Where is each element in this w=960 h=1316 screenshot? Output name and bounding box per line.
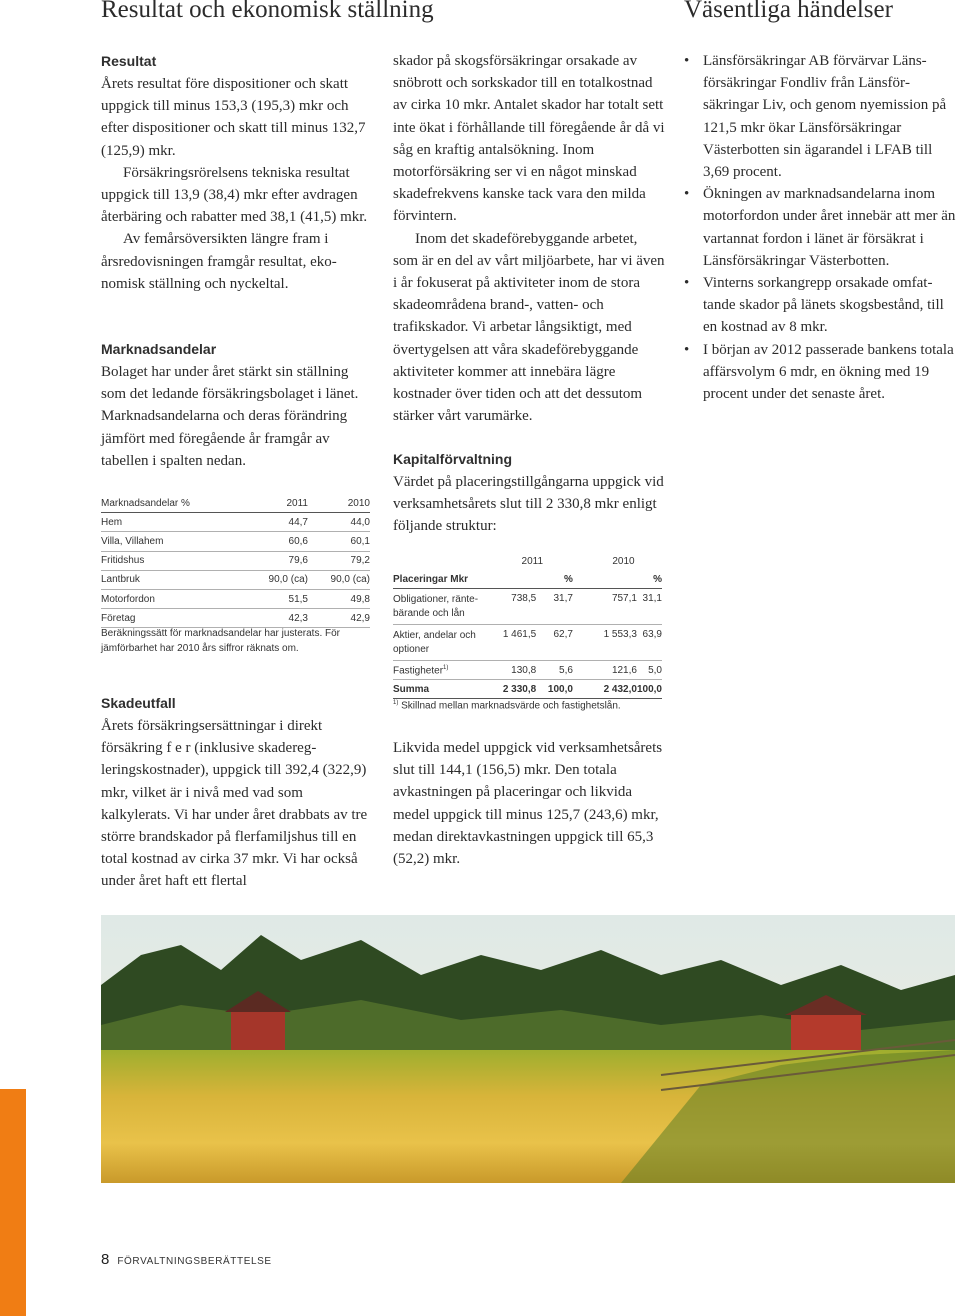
table-cell-value: 130,8 xyxy=(480,661,537,680)
page-title: Resultat och ekonomisk ställning xyxy=(101,0,434,23)
table-header-row xyxy=(393,570,662,589)
table-cell-value: 1 553,3 xyxy=(585,625,637,661)
table-cell-label: Lantbruk xyxy=(101,570,251,589)
column-1-skade xyxy=(101,693,373,893)
resultat-paragraph-3: Av femårsöversikten längre fram i årsredovisningen framgår resultat, ekonomisk ställning och nyckeltal. xyxy=(101,231,337,292)
table-row xyxy=(101,551,370,570)
table-cell-value: 757,1 xyxy=(585,589,637,625)
column-2-likvida xyxy=(393,737,665,870)
capital-table-note xyxy=(393,700,621,711)
footnote-text: Skillnad mellan marknadsvärde och fastighetslån. xyxy=(401,700,621,712)
table-cell-value: 2 330,8 xyxy=(480,680,537,699)
table-cell-value: 1 461,5 xyxy=(480,625,537,661)
landscape-photo xyxy=(101,915,955,1183)
table-year-2011: 2011 xyxy=(521,555,544,567)
likvida-medel-paragraph: Likvida medel uppgick vid verksamhetsårets slut till 144,1 (156,5) mkr. Den totala avkastningen på placeringar och likvida medel uppgick till minus 125,7 (243,6) mkr, medan direktavkastningen uppgick till 65,3 (52,2) mkr. xyxy=(393,740,663,868)
page-number: 8 xyxy=(101,1251,110,1268)
table-sum-row xyxy=(393,680,662,699)
bullet-icon: • xyxy=(684,275,690,292)
list-item xyxy=(684,272,956,339)
table-cell-value: 60,1 xyxy=(308,532,370,551)
table-cell-value: 44,0 xyxy=(308,513,370,532)
bullet-icon: • xyxy=(684,341,690,358)
table-row xyxy=(101,609,370,628)
column-2-capital xyxy=(393,449,665,538)
footnote-mark: 1) xyxy=(443,665,449,671)
list-item-text: I början av 2012 passerade bankens totala affärsvolym 6 mdr, en ökning med 19 procent under det senaste året. xyxy=(703,341,954,403)
table-header-label: Marknadsandelar % xyxy=(101,494,251,513)
capital-table xyxy=(393,552,662,699)
table-header-percent: % xyxy=(637,570,662,589)
resultat-heading: Resultat xyxy=(101,53,157,69)
table-cell-label: Fastigheter xyxy=(393,665,444,677)
table-header-row xyxy=(101,494,370,513)
skador-paragraph: skador på skogsförsäkringar orsakade av snöbrott och sorkskador till en totalkostnad av cirka 10 mkr. Antalet skador har totalt sett inte ökat i förhållande till föregående år då vi såg en kraftig antalsökning. Inom motorförsäkring ser vi en något minskad skadefrekvens kanske tack vara den milda förvintern. xyxy=(393,53,665,225)
list-item xyxy=(684,339,956,406)
table-cell-value: 79,2 xyxy=(308,551,370,570)
table-cell-value: 90,0 (ca) xyxy=(251,570,308,589)
table-cell-value: 90,0 (ca) xyxy=(308,570,370,589)
marknadsandelar-heading: Marknadsandelar xyxy=(101,341,217,357)
section-title-right: Väsentliga händelser xyxy=(684,0,893,23)
column-3 xyxy=(684,50,956,405)
column-1 xyxy=(101,51,373,295)
table-cell-value: 51,5 xyxy=(251,589,308,608)
table-header-percent: % xyxy=(536,570,585,589)
table-cell-label: Fritidshus xyxy=(101,551,251,570)
list-item xyxy=(684,183,956,272)
table-cell-value: 62,7 xyxy=(536,625,585,661)
table-row xyxy=(101,589,370,608)
table-cell-value: 5,0 xyxy=(637,661,662,680)
table-cell-label: Obligationer, räntebärande och lån xyxy=(393,589,480,625)
table-header-label: Placeringar Mkr xyxy=(393,570,480,589)
table-cell-value: 49,8 xyxy=(308,589,370,608)
table-cell-value: 2 432,0 xyxy=(585,680,637,699)
table-cell-value: 738,5 xyxy=(480,589,537,625)
list-item-text: Vinterns sorkangrepp orsakade omfattande skador på länets skogsbestånd, till en kostnad av 8 mkr. xyxy=(703,275,944,336)
table-cell-value: 79,6 xyxy=(251,551,308,570)
column-1-market xyxy=(101,339,373,472)
table-row xyxy=(101,570,370,589)
page-footer xyxy=(101,1251,272,1268)
table-row xyxy=(393,625,662,661)
list-item-text: Ökningen av marknadsandelarna inom motorfordon under året innebär att mer än vartannat fordon i länet är försäkrat i Länsförsäkringar Västerbotten. xyxy=(703,186,956,269)
skadeutfall-paragraph: Årets försäkringsersättningar i direkt försäkring f e r (inklusive skaderegleringskostnader), uppgick till 392,4 (322,9) mkr, vilket är i nivå med vad som kalkylerats. Vi har under året drabbats av tre större brandskador på flerfamiljshus till en total kostnad av cirka 37 mkr. Vi har också under året haft ett flertal xyxy=(101,718,368,890)
table-cell-label: Aktier, andelar och optioner xyxy=(393,625,480,661)
table-row xyxy=(101,513,370,532)
table-cell-value: 44,7 xyxy=(251,513,308,532)
table-cell-label: Motorfordon xyxy=(101,589,251,608)
table-cell-value: 31,1 xyxy=(637,589,662,625)
table-row xyxy=(393,589,662,625)
resultat-paragraph-1: Årets resultat före dispositioner och skatt uppgick till minus 153,3 (195,3) mkr och efter dispositioner och skatt till minus 132,7 (125,9) mkr. xyxy=(101,76,366,159)
table-cell-label: Villa, Villahem xyxy=(101,532,251,551)
kapitalforvaltning-paragraph: Värdet på placeringstillgångarna uppgick vid verksamhetsårets slut till 2 330,8 mkr enligt följande struktur: xyxy=(393,474,664,535)
table-cell-value: 60,6 xyxy=(251,532,308,551)
skadeforebyggande-paragraph: Inom det skadeförebyggande arbetet, som är en del av vårt miljöarbete, har vi även i år fokuserat på aktiviteter inom de stora skadeområdena brand-, vatten- och trafikskador. Vi arbetar långsiktigt, med övertygelsen att våra skadeförebyggande aktiviteter kommer att innebära lägre kostnader över tiden och att det dessutom stärker vårt varumärke. xyxy=(393,230,665,425)
table-cell-value: 100,0 xyxy=(536,680,585,699)
bullet-icon: • xyxy=(684,53,690,69)
table-cell-value: 42,9 xyxy=(308,609,370,628)
table-year-row xyxy=(393,552,662,570)
skadeutfall-heading: Skadeutfall xyxy=(101,695,176,711)
table-cell-label: Summa xyxy=(393,680,480,699)
marknadsandelar-paragraph: Bolaget har under året stärkt sin ställning som det ledande försäkringsbolaget i länet. Marknadsandelarna och deras förändring jämfört med föregående år framgår av tabellen i spalten nedan. xyxy=(101,364,359,469)
table-cell-value: 5,6 xyxy=(536,661,585,680)
table-cell-value: 42,3 xyxy=(251,609,308,628)
resultat-paragraph-2: Försäkringsrörelsens tekniska resultat uppgick till 13,9 (38,4) mkr efter avdragen återbäring och rabatter med 38,1 (41,5) mkr. xyxy=(101,164,368,226)
table-header-year-2010: 2010 xyxy=(308,494,370,513)
table-cell-label: Företag xyxy=(101,609,251,628)
market-table-note: Beräkningssätt för marknadsandelar har justerats. För jämförbarhet har 2010 års siffror räknats om. xyxy=(101,628,340,654)
orange-accent-bar xyxy=(0,1089,26,1316)
table-cell-value: 100,0 xyxy=(637,680,662,699)
kapitalforvaltning-heading: Kapitalförvaltning xyxy=(393,451,513,467)
table-cell-value: 31,7 xyxy=(536,589,585,625)
footer-section: FÖRVALTNINGSBERÄTTELSE xyxy=(117,1256,272,1267)
footnote-mark: 1) xyxy=(393,700,399,706)
bullet-icon: • xyxy=(684,186,690,203)
events-list xyxy=(684,50,956,405)
column-2 xyxy=(393,50,665,427)
table-cell-value: 63,9 xyxy=(637,625,662,661)
table-header-year-2011: 2011 xyxy=(251,494,308,513)
list-item-text: Länsförsäkringar AB förvärvar Länsförsäkringar Fondliv från Länsförsäkringar Liv, och genom nyemission på 121,5 mkr ökar Länsförsäkringar Västerbotten sin ägarandel i LFAB till 3,69 procent. xyxy=(703,53,947,181)
table-year-2010: 2010 xyxy=(612,555,635,567)
list-item xyxy=(684,50,956,183)
table-cell-value: 121,6 xyxy=(585,661,637,680)
market-share-table xyxy=(101,494,370,628)
table-cell-label: Hem xyxy=(101,513,251,532)
table-row xyxy=(101,532,370,551)
table-row xyxy=(393,661,662,680)
